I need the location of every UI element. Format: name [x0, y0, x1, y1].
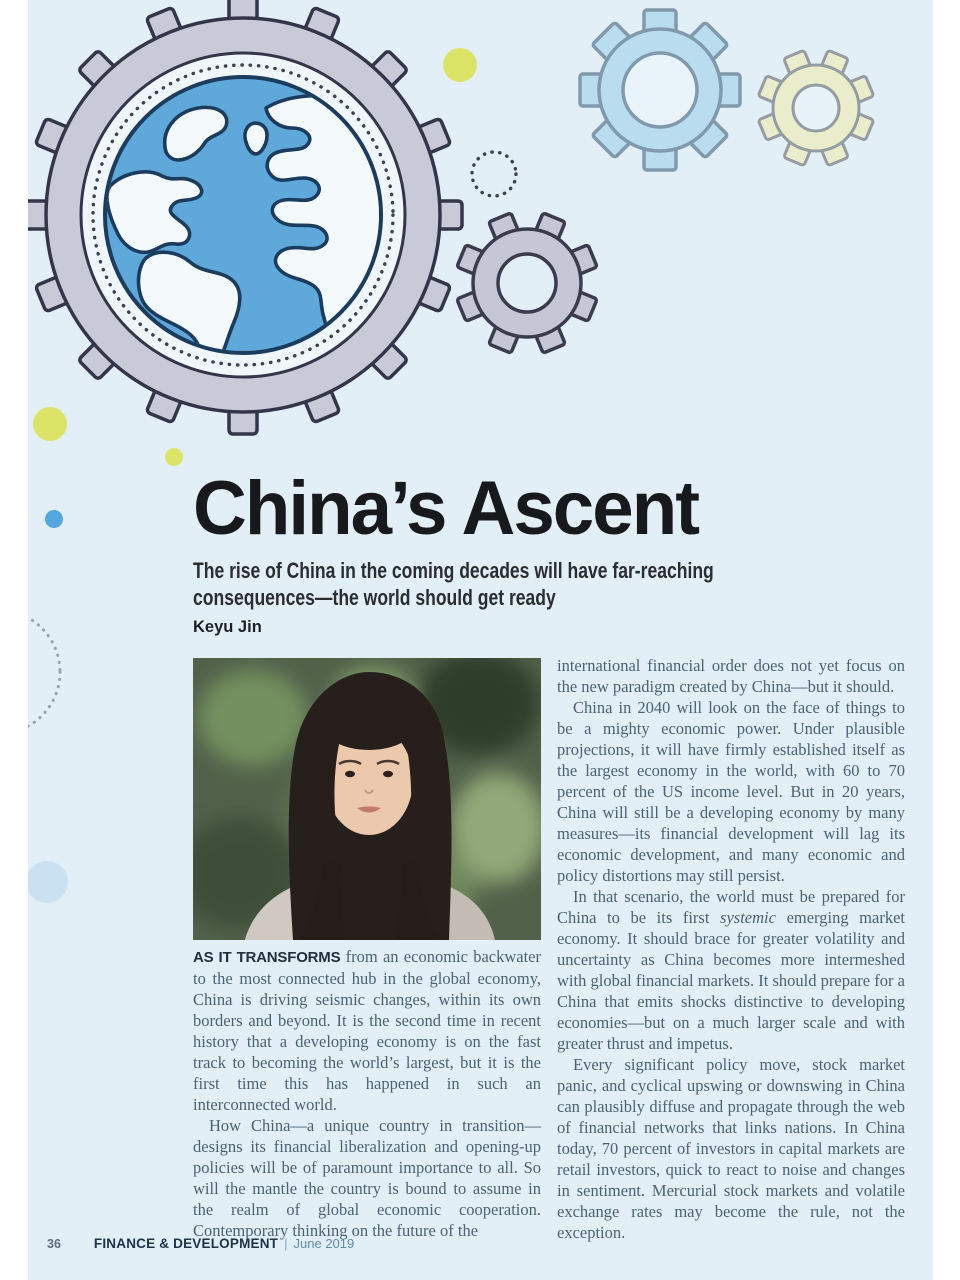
issue-date: June 2019: [293, 1236, 355, 1251]
magazine-name: FINANCE & DEVELOPMENT: [93, 1236, 279, 1251]
article-subtitle: The rise of China in the coming decades will have far-reaching consequences—the world should get ready: [193, 558, 714, 610]
portrait-image: [193, 658, 541, 940]
magazine-page: [28, 0, 933, 1280]
paragraph-text: In that scenario, the world must be prepared for China to be its first: [557, 887, 905, 927]
author-byline: Keyu Jin: [193, 618, 262, 636]
lead-in-text: AS IT TRANSFORMS: [193, 949, 341, 966]
author-photo: [193, 658, 541, 940]
footer-separator: |: [284, 1236, 288, 1251]
page-number: 36: [47, 1237, 61, 1251]
page-footer: [47, 1236, 907, 1251]
paragraph: [557, 886, 905, 1054]
italic-text: systemic: [720, 908, 776, 927]
paragraph: [193, 946, 541, 1115]
left-column: [193, 946, 541, 1241]
paragraph: Every significant policy move, stock market panic, and cyclical upswing or downswing in China can plausibly diffuse and propagate through the web of financial networks that links nations. In China today, 70 percent of investors in capital markets are retail investors, quick to react to noise and changes in sentiment. Mercurial stock markets and volatile exchange rates may become the rule, not the exception.: [557, 1055, 905, 1242]
paragraph-text: emerging market economy. It should brace for greater volatility and uncertainty as China becomes more intermeshed with global financial markets. It should prepare for a China that emits shocks distinctive to developing economies—but on a much larger scale and with greater thrust and impetus.: [557, 908, 905, 1053]
page-title: China’s Ascent: [193, 466, 699, 551]
paragraph: China in 2040 will look on the face of things to be a mighty economic power. Under plausible projections, it will have firmly established itself as the largest economy in the world, with 60 to 70 percent of the US income level. But in 20 years, China will still be a developing economy by many measures—its financial development will lag its economic development, and many economic and policy distortions may still persist.: [557, 698, 905, 885]
right-column: [557, 655, 905, 1243]
paragraph: How China—a unique country in transition—designs its financial liberalization and opening-up policies will be of paramount importance to all. So will the mantle the country is bound to assume in the realm of global economic cooperation. Contemporary thinking on the future of the: [193, 1116, 541, 1240]
paragraph: international financial order does not yet focus on the new paradigm created by China—but it should.: [557, 656, 905, 696]
paragraph-text: from an economic backwater to the most connected hub in the global economy, China is driving seismic changes, within its own borders and beyond. It is the second time in recent history that a developing economy is on the fast track to becoming the world’s largest, but it is the first time this has happened in such an interconnected world.: [193, 947, 541, 1114]
